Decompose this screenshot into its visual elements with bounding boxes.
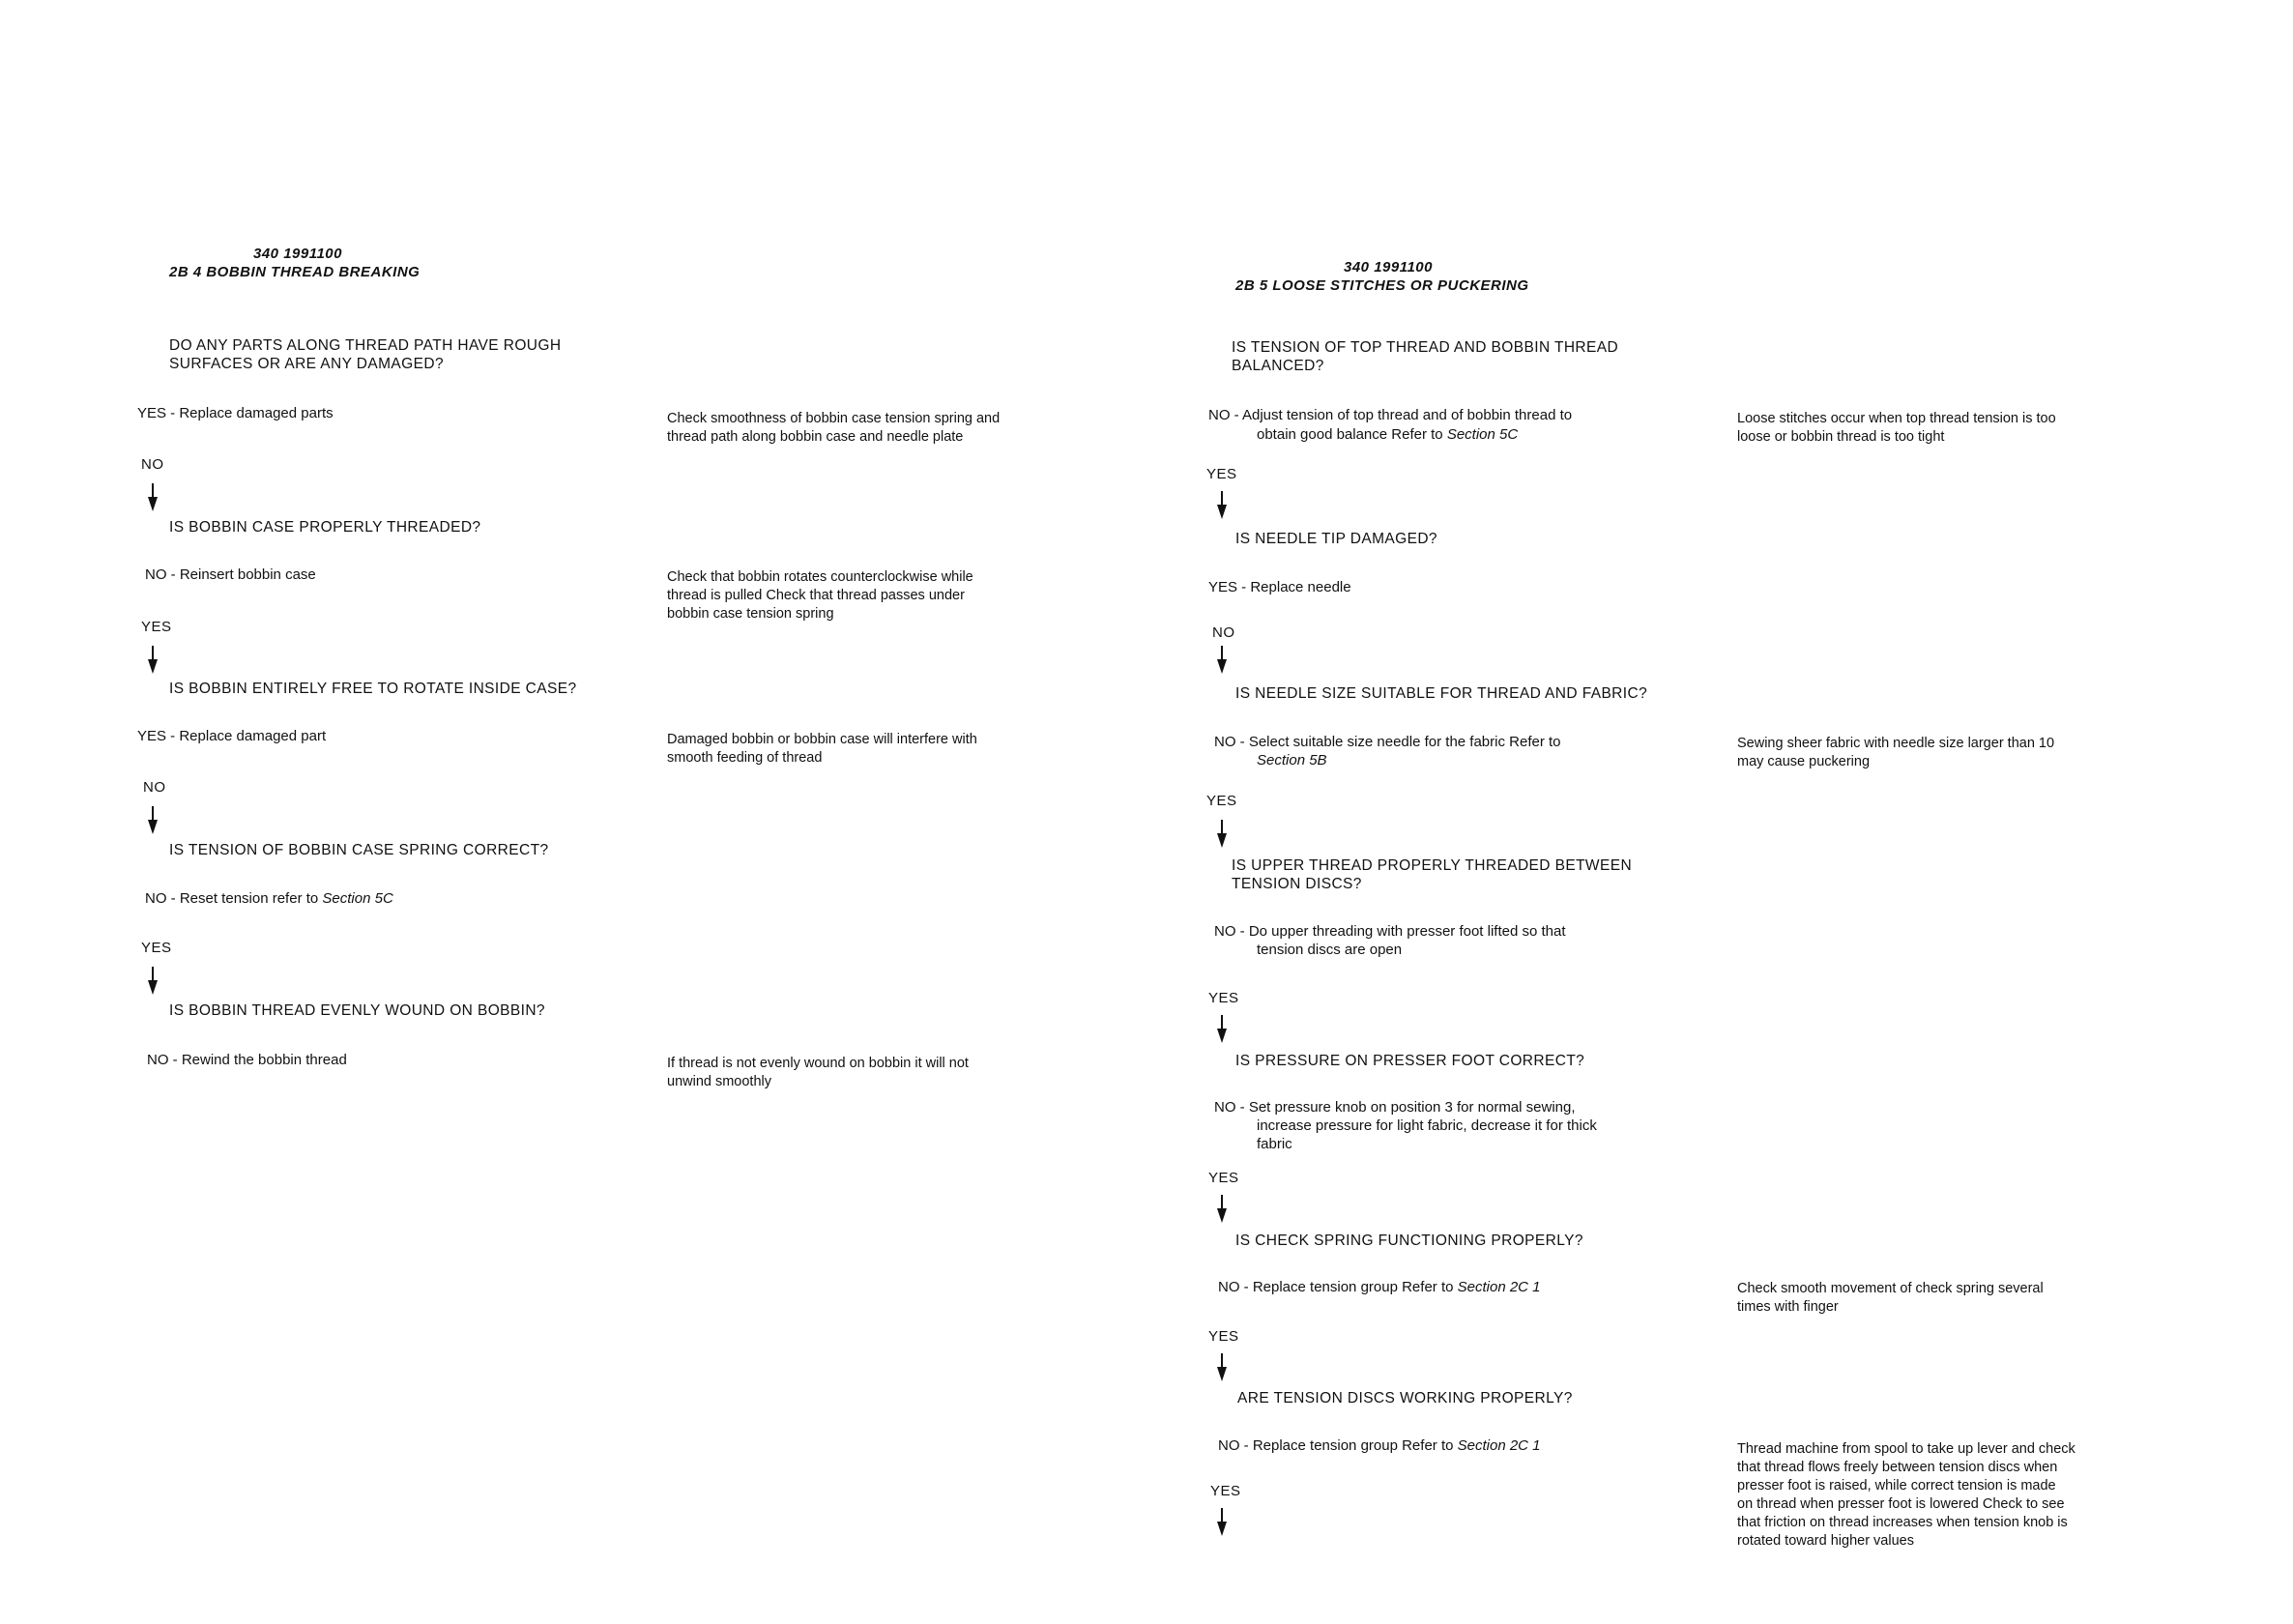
section-reference: Section 2C 1: [1457, 1279, 1541, 1295]
right-note-6-line-1: Check smooth movement of check spring several: [1737, 1281, 2044, 1296]
right-question-6: IS CHECK SPRING FUNCTIONING PROPERLY?: [1235, 1232, 1583, 1249]
right-note-1-line-1: Loose stitches occur when top thread tension is too: [1737, 411, 2056, 426]
right-flow-label-4: YES: [1208, 990, 1239, 1006]
right-question-5: IS PRESSURE ON PRESSER FOOT CORRECT?: [1235, 1053, 1585, 1069]
left-flow-label-3: NO: [143, 779, 166, 796]
left-question-2: IS BOBBIN CASE PROPERLY THREADED?: [169, 519, 481, 536]
right-answer-4-cont: tension discs are open: [1257, 942, 1403, 958]
left-doc-code: 340 1991100: [253, 246, 342, 262]
left-question-4: IS TENSION OF BOBBIN CASE SPRING CORRECT?: [169, 842, 549, 858]
left-flow-label-4: YES: [141, 940, 172, 956]
right-answer-3: NO - Select suitable size needle for the fabric Refer to: [1214, 734, 1561, 750]
left-note-3-line-2: smooth feeding of thread: [667, 750, 823, 766]
right-section-title: 2B 5 LOOSE STITCHES OR PUCKERING: [1235, 277, 1529, 294]
right-answer-6: NO - Replace tension group Refer to Section 2C 1: [1218, 1279, 1541, 1295]
right-note-3-line-1: Sewing sheer fabric with needle size larger than 10: [1737, 736, 2055, 751]
left-section-title: 2B 4 BOBBIN THREAD BREAKING: [169, 264, 421, 280]
right-question-1: IS TENSION OF TOP THREAD AND BOBBIN THREAD: [1232, 339, 1619, 356]
right-note-7-line-4: on thread when presser foot is lowered Check to see: [1737, 1496, 2065, 1512]
down-arrow-icon: [1216, 820, 1228, 849]
left-note-2-line-2: thread is pulled Check that thread passes under: [667, 588, 965, 603]
down-arrow-icon: [147, 483, 159, 512]
left-question-5: IS BOBBIN THREAD EVENLY WOUND ON BOBBIN?: [169, 1002, 545, 1019]
down-arrow-icon: [1216, 491, 1228, 520]
down-arrow-icon: [1216, 1353, 1228, 1382]
right-answer-7: NO - Replace tension group Refer to Section 2C 1: [1218, 1437, 1541, 1454]
left-answer-2: NO - Reinsert bobbin case: [145, 566, 316, 583]
right-answer-1-cont: obtain good balance Refer to Section 5C: [1257, 426, 1519, 443]
right-answer-4: NO - Do upper threading with presser foot lifted so that: [1214, 923, 1566, 940]
right-question-4-cont: TENSION DISCS?: [1232, 876, 1362, 892]
left-question-3: IS BOBBIN ENTIRELY FREE TO ROTATE INSIDE CASE?: [169, 681, 577, 697]
right-doc-code: 340 1991100: [1344, 259, 1433, 276]
section-reference: Section 2C 1: [1457, 1437, 1541, 1454]
left-note-2-line-3: bobbin case tension spring: [667, 606, 834, 622]
right-note-7-line-6: rotated toward higher values: [1737, 1533, 1914, 1549]
left-question-1: DO ANY PARTS ALONG THREAD PATH HAVE ROUGH: [169, 337, 562, 354]
right-question-3: IS NEEDLE SIZE SUITABLE FOR THREAD AND FABRIC?: [1235, 685, 1648, 702]
right-flow-label-5: YES: [1208, 1170, 1239, 1186]
right-answer-5-cont: increase pressure for light fabric, decrease it for thick: [1257, 1117, 1597, 1134]
right-answer-5-cont-2: fabric: [1257, 1136, 1292, 1152]
down-arrow-icon: [147, 646, 159, 675]
right-answer-3-cont: [1257, 751, 1327, 770]
left-note-3-line-1: Damaged bobbin or bobbin case will interfere with: [667, 732, 977, 747]
down-arrow-icon: [1216, 1195, 1228, 1224]
right-note-7-line-2: that thread flows freely between tension discs when: [1737, 1460, 2058, 1475]
right-flow-label-1: YES: [1206, 466, 1237, 482]
right-flow-label-2: NO: [1212, 624, 1235, 641]
right-note-7-line-1: Thread machine from spool to take up lever and check: [1737, 1441, 2075, 1457]
left-note-5-line-2: unwind smoothly: [667, 1074, 771, 1089]
left-note-5-line-1: If thread is not evenly wound on bobbin it will not: [667, 1056, 969, 1071]
down-arrow-icon: [147, 806, 159, 835]
right-flow-label-7: YES: [1210, 1483, 1241, 1499]
left-flow-label-1: NO: [141, 456, 164, 473]
left-note-1-line-1: Check smoothness of bobbin case tension spring and: [667, 411, 1001, 426]
right-note-1-line-2: loose or bobbin thread is too tight: [1737, 429, 1945, 445]
right-answer-1: NO - Adjust tension of top thread and of bobbin thread to: [1208, 407, 1573, 423]
down-arrow-icon: [1216, 1015, 1228, 1044]
left-answer-4: NO - Reset tension refer to Section 5C: [145, 890, 393, 907]
section-reference: Section 5C: [322, 890, 393, 907]
down-arrow-icon: [1216, 646, 1228, 675]
left-answer-3: YES - Replace damaged part: [137, 728, 327, 744]
right-flow-label-3: YES: [1206, 793, 1237, 809]
left-answer-5: NO - Rewind the bobbin thread: [147, 1052, 347, 1068]
right-flow-label-6: YES: [1208, 1328, 1239, 1345]
right-note-7-line-3: presser foot is raised, while correct tension is made: [1737, 1478, 2056, 1494]
section-reference: Section 5B: [1257, 752, 1327, 768]
right-note-7-line-5: that friction on thread increases when tension knob is: [1737, 1515, 2068, 1530]
left-question-1-cont: SURFACES OR ARE ANY DAMAGED?: [169, 356, 444, 372]
down-arrow-icon: [147, 967, 159, 996]
right-question-4: IS UPPER THREAD PROPERLY THREADED BETWEEN: [1232, 857, 1633, 874]
right-question-2: IS NEEDLE TIP DAMAGED?: [1235, 531, 1437, 547]
right-question-1-cont: BALANCED?: [1232, 358, 1324, 374]
right-answer-5: NO - Set pressure knob on position 3 for normal sewing,: [1214, 1099, 1576, 1116]
right-note-6-line-2: times with finger: [1737, 1299, 1839, 1315]
right-answer-2: YES - Replace needle: [1208, 579, 1351, 595]
left-note-1-line-2: thread path along bobbin case and needle plate: [667, 429, 964, 445]
right-question-7: ARE TENSION DISCS WORKING PROPERLY?: [1237, 1390, 1573, 1406]
section-reference: Section 5C: [1446, 426, 1519, 443]
left-flow-label-2: YES: [141, 619, 172, 635]
right-note-3-line-2: may cause puckering: [1737, 754, 1871, 769]
left-note-2-line-1: Check that bobbin rotates counterclockwise while: [667, 569, 973, 585]
down-arrow-icon: [1216, 1508, 1228, 1537]
left-answer-1: YES - Replace damaged parts: [137, 405, 334, 421]
